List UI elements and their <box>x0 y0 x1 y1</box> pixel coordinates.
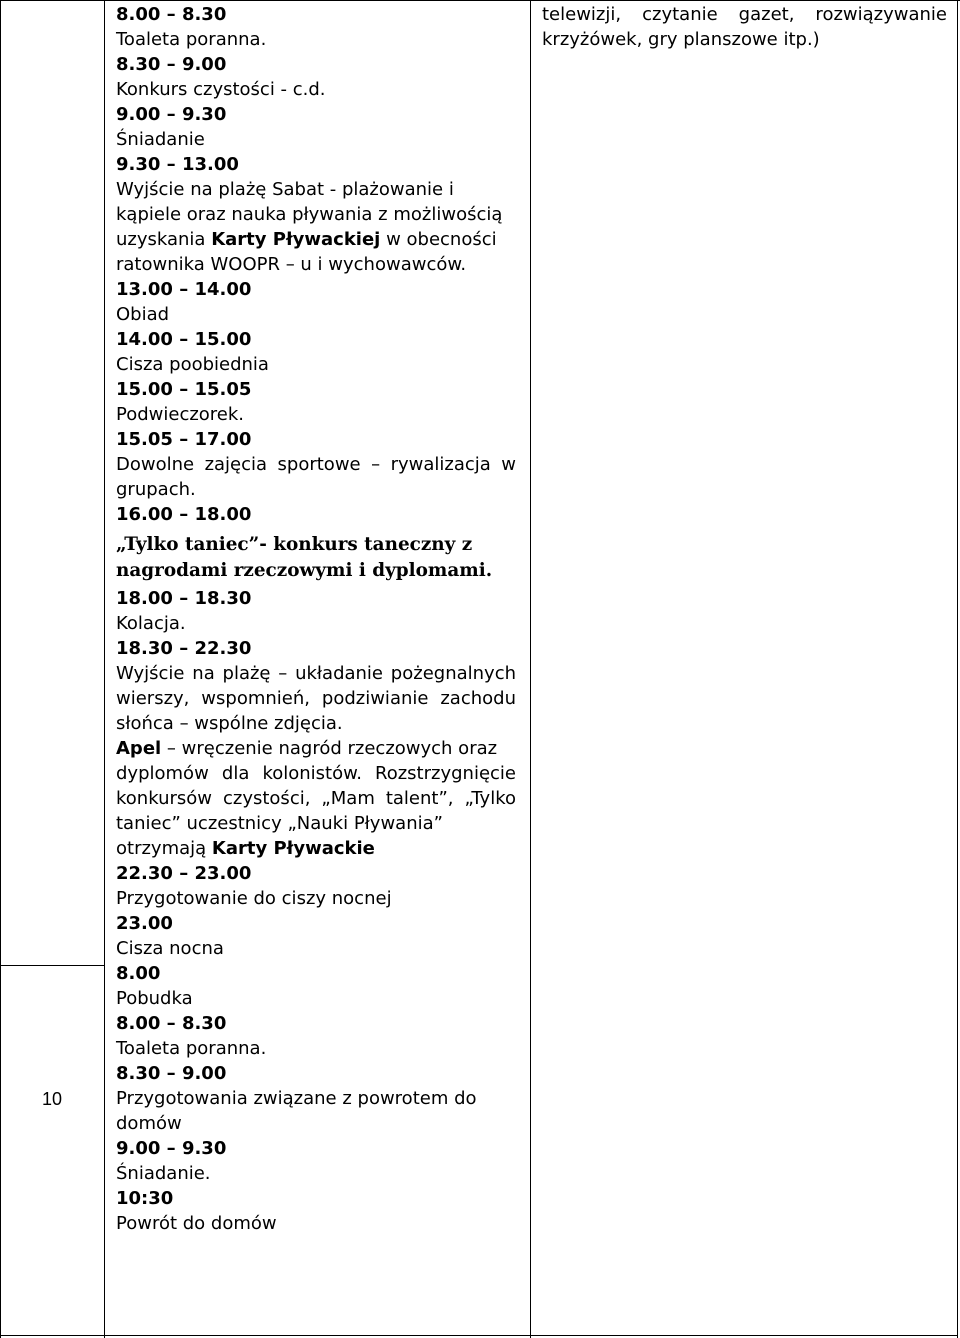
column-divider-right <box>530 0 531 1338</box>
notes-text: telewizji, czytanie gazet, rozwiązywanie <box>542 4 947 25</box>
schedule-time: 13.00 – 14.00 <box>116 279 252 300</box>
table-bottom-border <box>0 1335 958 1336</box>
column-divider-number <box>104 0 105 1338</box>
schedule-text: otrzymają <box>116 837 212 859</box>
schedule-emphasis: Apel <box>116 737 162 759</box>
schedule-description: Konkurs czystości - c.d. <box>116 79 326 100</box>
schedule-description: dyplomów dla kolonistów. Rozstrzygnięcie <box>116 762 516 784</box>
schedule-description: Przygotowania związane z powrotem do <box>116 1087 477 1109</box>
table-top-border <box>0 0 960 1</box>
schedule-time: 23.00 <box>116 912 173 934</box>
schedule-text: – wręczenie nagród rzeczowych oraz <box>161 737 498 759</box>
schedule-description: domów <box>116 1112 182 1134</box>
schedule-description <box>116 736 516 761</box>
table-right-border <box>957 0 958 1338</box>
notes-column <box>542 2 947 52</box>
schedule-description: Toaleta poranna. <box>116 29 267 50</box>
schedule-text: uzyskania <box>116 229 212 250</box>
schedule-description: Podwieczorek. <box>116 404 245 425</box>
schedule-description: Przygotowanie do ciszy nocnej <box>116 887 392 909</box>
schedule-description: słońca – wspólne zdjęcia. <box>116 712 343 734</box>
schedule-description: Toaleta poranna. <box>116 1037 267 1059</box>
schedule-description: Dowolne zajęcia sportowe – rywalizacja w <box>116 454 516 475</box>
schedule-time: 18.30 – 22.30 <box>116 637 252 659</box>
schedule-emphasis: Karty Pływackiej <box>211 229 381 250</box>
schedule-time: 14.00 – 15.00 <box>116 329 252 350</box>
schedule-description: taniec” uczestnicy „Nauki Pływania” <box>116 812 443 834</box>
dance-contest-description: nagrodami rzeczowymi i dyplomami. <box>116 560 493 581</box>
schedule-description: kąpiele oraz nauka pływania z możliwością <box>116 204 503 225</box>
schedule-time: 10:30 <box>116 1187 174 1209</box>
schedule-time: 8.30 – 9.00 <box>116 1062 227 1084</box>
schedule-description: Cisza nocna <box>116 937 224 959</box>
schedule-time: 18.00 – 18.30 <box>116 587 252 609</box>
schedule-column <box>116 2 516 1236</box>
schedule-time: 9.00 – 9.30 <box>116 104 227 125</box>
schedule-time: 8.00 – 8.30 <box>116 1012 227 1034</box>
schedule-emphasis: Karty Pływackie <box>211 837 375 859</box>
schedule-description: konkursów czystości, „Mam talent”, „Tylko <box>116 787 516 809</box>
schedule-description: Cisza poobiednia <box>116 354 269 375</box>
day-number: 10 <box>41 1089 63 1109</box>
schedule-description: grupach. <box>116 479 196 500</box>
schedule-description: Wyjście na plażę Sabat - plażowanie i <box>116 179 454 200</box>
dance-contest-description: „Tylko taniec”- konkurs taneczny z <box>116 534 473 555</box>
schedule-description: Obiad <box>116 304 170 325</box>
schedule-description: ratownika WOOPR – u i wychowawców. <box>116 254 467 275</box>
schedule-time: 22.30 – 23.00 <box>116 862 252 884</box>
schedule-time: 8.00 – 8.30 <box>116 4 227 25</box>
day-number-column <box>0 0 104 1338</box>
schedule-description <box>116 836 516 861</box>
schedule-description: Śniadanie. <box>116 1162 211 1184</box>
schedule-time: 15.00 – 15.05 <box>116 379 252 400</box>
schedule-description <box>116 227 516 252</box>
schedule-time: 16.00 – 18.00 <box>116 504 252 525</box>
schedule-description: Wyjście na plażę – układanie pożegnalnych <box>116 662 516 684</box>
schedule-time: 9.00 – 9.30 <box>116 1137 227 1159</box>
schedule-description: Kolacja. <box>116 612 186 634</box>
schedule-time: 8.00 <box>116 962 161 984</box>
schedule-time: 9.30 – 13.00 <box>116 154 239 175</box>
schedule-description: wierszy, wspomnień, podziwianie zachodu <box>116 687 516 709</box>
schedule-description: Pobudka <box>116 987 193 1009</box>
notes-text: krzyżówek, gry planszowe itp.) <box>542 29 820 50</box>
schedule-time: 15.05 – 17.00 <box>116 429 252 450</box>
schedule-description: Śniadanie <box>116 129 205 150</box>
schedule-description: Powrót do domów <box>116 1212 277 1234</box>
schedule-text: w obecności <box>380 229 497 250</box>
schedule-time: 8.30 – 9.00 <box>116 54 227 75</box>
